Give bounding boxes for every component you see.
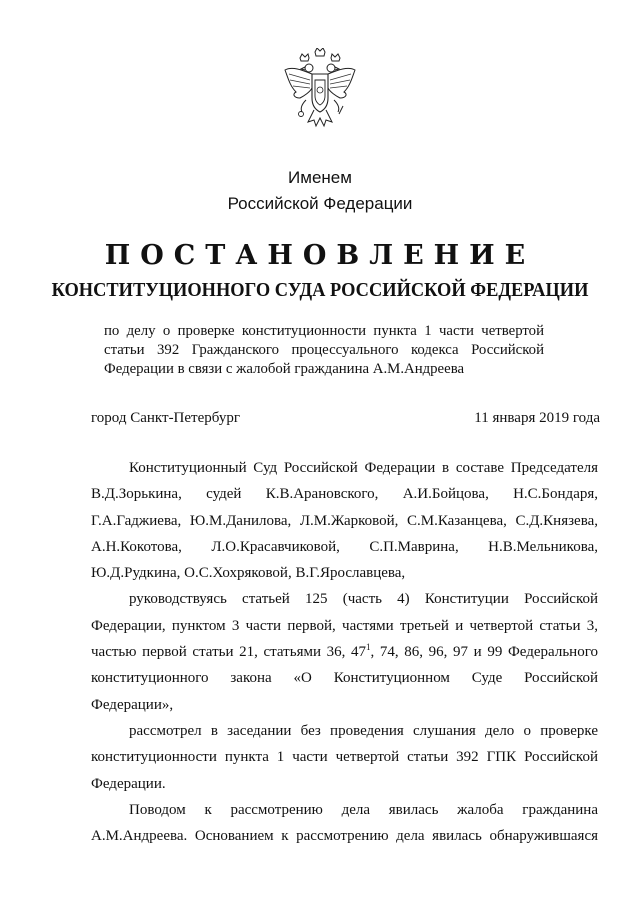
document-subtitle: КОНСТИТУЦИОННОГО СУДА РОССИЙСКОЙ ФЕДЕРАЦИИ xyxy=(51,279,589,301)
case-subject-line: по делу о проверке конституционности пункта 1 части четвертой xyxy=(104,323,544,339)
date-of-issue: 11 января 2019 года xyxy=(474,410,600,426)
body-line: Федерации, пунктом 3 части первой, частями третьей и четвертой статьи 3, xyxy=(91,617,598,634)
body-line: Поводом к рассмотрению дела явилась жалоба гражданина xyxy=(129,801,598,818)
body-line: А.М.Андреева. Основанием к рассмотрению дела явилась обнаружившаяся xyxy=(91,828,598,845)
intro-line-1: Именем xyxy=(288,168,352,187)
case-subject-line: Федерации в связи с жалобой гражданина А.М.Андреева xyxy=(104,361,465,377)
case-subject-line: статьи 392 Гражданского процессуального кодекса Российской xyxy=(104,342,544,358)
body-line: Ю.Д.Рудкина, О.С.Хохряковой, В.Г.Ярославцева, xyxy=(91,565,406,582)
body-line: А.Н.Кокотова, Л.О.Красавчиковой, С.П.Маврина, Н.В.Мельникова, xyxy=(91,538,598,555)
body-line: руководствуясь статьей 125 (часть 4) Конституции Российской xyxy=(129,591,598,608)
body-text-fragment: частью первой статьи 21, статьями 36, 47 xyxy=(91,644,367,661)
body-line: конституционности пункта 1 части четвертой статьи 392 ГПК Российской xyxy=(91,749,598,766)
body-line: Г.А.Гаджиева, Ю.М.Данилова, Л.М.Жарковой, С.М.Казанцева, С.Д.Князева, xyxy=(91,512,598,529)
coat-of-arms-icon xyxy=(282,48,358,138)
body-line: конституционного закона «О Конституционном Суде Российской xyxy=(91,670,598,687)
intro-line-2: Российской Федерации xyxy=(227,194,413,213)
superscript: 1 xyxy=(366,642,371,653)
document-title: ПОСТАНОВЛЕНИЕ xyxy=(104,240,536,271)
body-text-fragment: , 74, 86, 96, 97 и 99 Федерального xyxy=(370,644,598,661)
body-line: Федерации. xyxy=(91,775,166,792)
place-of-issue: город Санкт-Петербург xyxy=(91,410,240,426)
body-line: Федерации», xyxy=(91,696,174,713)
body-line: Конституционный Суд Российской Федерации в составе Председателя xyxy=(129,460,598,476)
body-line: В.Д.Зорькина, судей К.В.Арановского, А.И.Бойцова, Н.С.Бондаря, xyxy=(91,486,598,503)
body-line: рассмотрел в заседании без проведения слушания дело о проверке xyxy=(129,722,598,739)
document-body xyxy=(91,455,598,849)
case-subject xyxy=(104,322,544,379)
body-line-with-superscript xyxy=(91,639,598,665)
